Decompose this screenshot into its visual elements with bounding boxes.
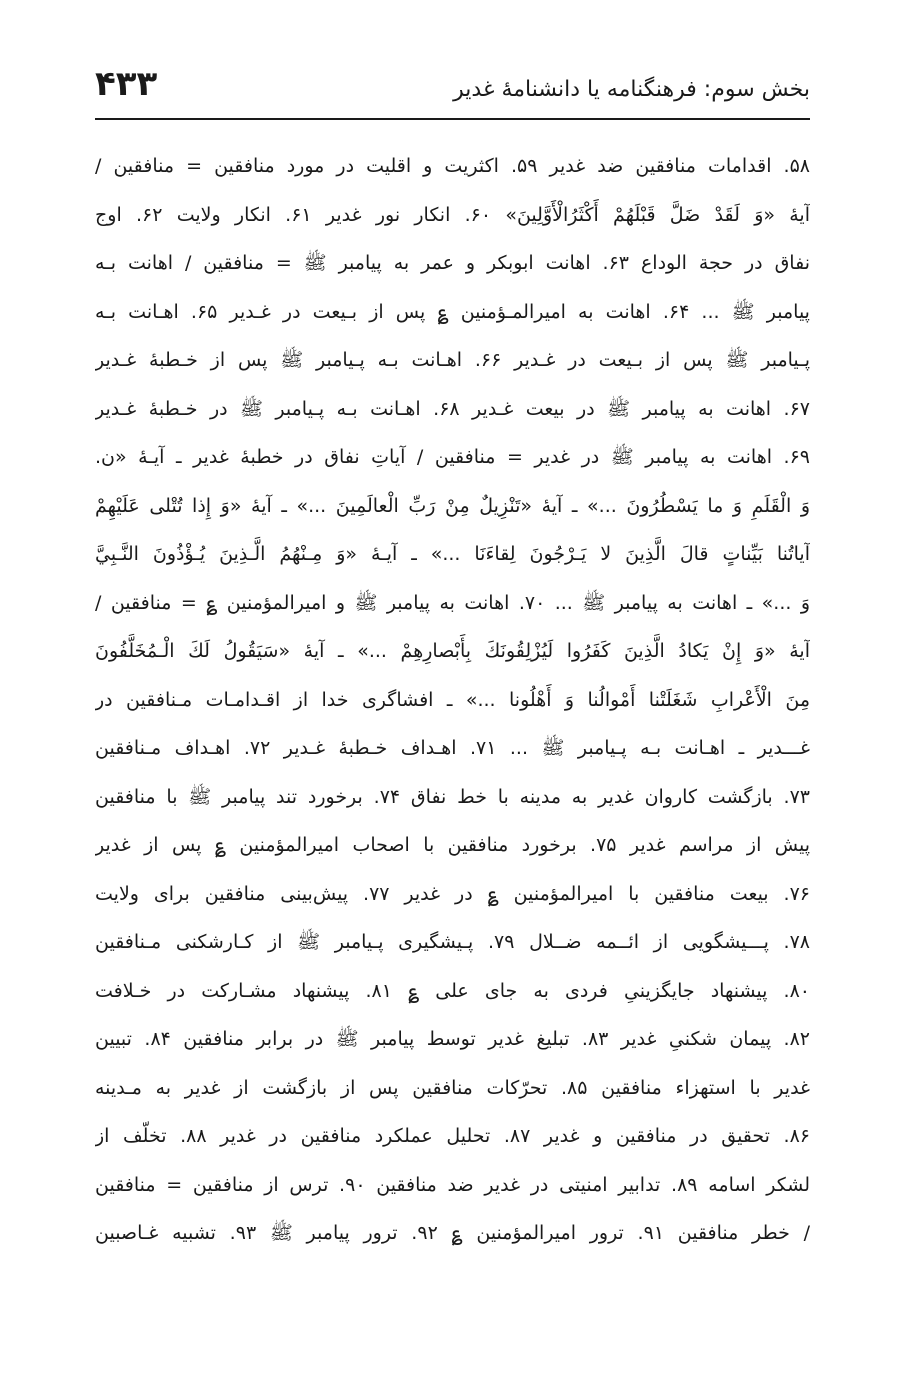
text-line: لشکر اسامه ۸۹. تدابیر امنیتی در غدیر ضد منافقین ۹۰. ترس از منافقین = منافقین	[95, 1173, 810, 1196]
running-title: بخش سوم: فرهنگنامه یا دانشنامهٔ غدیر	[453, 77, 810, 102]
text-line: ۸۶. تحقیق در منافقین و غدیر ۸۷. تحلیل عملکرد منافقین در غدیر ۸۸. تخلّف از	[95, 1125, 810, 1147]
text-line: مِنَ الْأَعْرابِ شَغَلَتْنا أَمْوالُنا وَ أَهْلُونا ...» ـ افشاگری خدا از اقـدامـات مـنافقین در	[95, 688, 810, 711]
text-line: غـــدیر ـ اهـانت بـه پـیامبر ﷺ ... ۷۱. اهـداف خـطبهٔ غـدیر ۷۲. اهـداف مـنافقین	[95, 737, 810, 759]
text-line: پـیامبر ﷺ پس از بـیعت در غـدیر ۶۶. اهـانت بـه پـیامبر ﷺ پس از خـطبهٔ غـدیر	[95, 349, 810, 371]
text-line: ۸۰. پیشنهاد جایگزینیِ فردی به جای علی ؏ ۸۱. پیشنهاد مشـارکت در خـلافت	[95, 979, 810, 1002]
body-text	[95, 120, 810, 1258]
text-line: ۵۸. اقدامات منافقین ضد غدیر ۵۹. اکثریت و اقلیت در مورد منافقین = منافقین /	[95, 155, 810, 177]
text-line: پیش از مراسم غدیر ۷۵. برخورد منافقین با اصحاب امیرالمؤمنین ؏ پس از غدیر	[95, 834, 810, 856]
text-line: وَ ...» ـ اهانت به پیامبر ﷺ ... ۷۰. اهانت به پیامبر ﷺ و امیرالمؤمنین ؏ = منافقین /	[95, 591, 810, 614]
text-line: ۶۹. اهانت به پیامبر ﷺ در غدیر = منافقین / آیاتِ نفاق در خطبهٔ غدیر ـ آیـهٔ «ن.	[95, 446, 810, 468]
page-number: ۴۳۳	[95, 64, 158, 104]
text-line: / خطر منافقین ۹۱. ترور امیرالمؤمنین ؏ ۹۲. ترور پیامبر ﷺ ۹۳. تشبیه غـاصبین	[95, 1222, 810, 1244]
text-line: ۶۷. اهانت به پیامبر ﷺ در بیعت غـدیر ۶۸. اهـانت بـه پـیامبر ﷺ در خـطبهٔ غـدیر	[95, 397, 810, 420]
text-line: ۷۸. پـــیشگویی از ائــمه ضــلال ۷۹. پـیشگیری پـیامبر ﷺ از کـارشکنی مـنافقین	[95, 931, 810, 953]
text-line: ۷۳. بازگشت کاروان غدیر به مدینه با خط نفاق ۷۴. برخورد تند پیامبر ﷺ با منافقین	[95, 785, 810, 808]
text-line: آياتُنا بَيِّناتٍ قالَ الَّذِينَ لا يَـرْجُونَ لِقاءَنَا ...» ـ آيـهٔ «وَ مِـنْهُمُ الَّـذِينَ يُـؤْذُونَ النَّـبِيَّ	[95, 543, 810, 565]
text-line: وَ الْقَلَمِ وَ ما يَسْطُرُونَ ...» ـ آيهٔ «تَنْزِيلٌ مِنْ رَبِّ الْعالَمِينَ ...» ـ آيهٔ «وَ إِذا تُتْلى عَلَيْهِمْ	[95, 494, 810, 517]
text-line: ۷۶. بیعت منافقین با امیرالمؤمنین ؏ در غدیر ۷۷. پیش‌بینی منافقین برای ولایت	[95, 882, 810, 905]
text-line: غدیر با استهزاء منافقین ۸۵. تحرّکات منافقین پس از بازگشت از غدیر به مـدینه	[95, 1076, 810, 1099]
text-line: پیامبر ﷺ ... ۶۴. اهانت به امیرالمـؤمنین ؏ پس از بـیعت در غـدیر ۶۵. اهـانت بـه	[95, 300, 810, 323]
text-line: آیهٔ «وَ لَقَدْ ضَلَّ قَبْلَهُمْ أَكْثَرُالْأَوَّلِينَ» ۶۰. انکار نور غدیر ۶۱. انکار ولایت ۶۲. اوج	[95, 203, 810, 226]
text-line: نفاق در حجة الوداع ۶۳. اهانت ابوبکر و عمر به پیامبر ﷺ = منافقین / اهانت بـه	[95, 252, 810, 274]
book-page	[95, 62, 810, 1362]
page-header	[95, 62, 810, 120]
text-line: آيهٔ «وَ إِنْ يَكادُ الَّذِينَ كَفَرُوا لَيُزْلِقُونَكَ بِأَبْصارِهِمْ ...» ـ آيهٔ «سَيَقُولُ لَكَ الْـمُخَلَّفُونَ	[95, 640, 810, 662]
text-line: ۸۲. پیمان شکنیِ غدیر ۸۳. تبلیغ غدیر توسط پیامبر ﷺ در برابر منافقین ۸۴. تبیین	[95, 1028, 810, 1050]
